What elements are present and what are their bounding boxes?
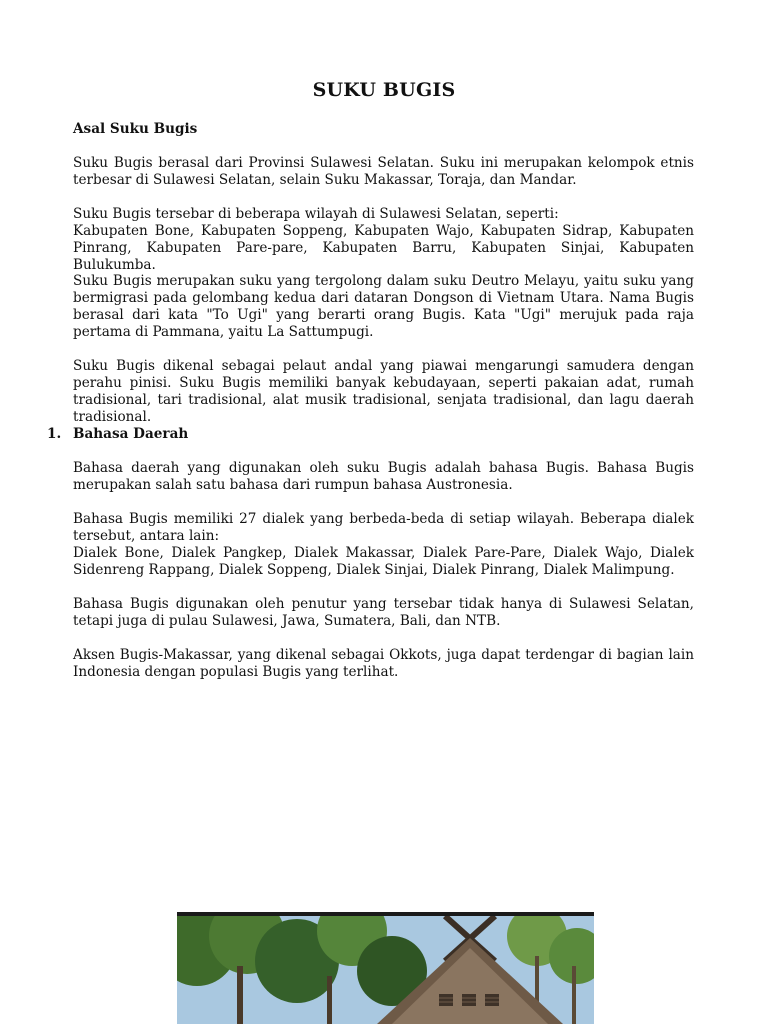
paragraph-text: Suku Bugis berasal dari Provinsi Sulawesi Selatan. Suku ini merupakan kelompok etnis terbesar di Sulawesi Selatan, selain Suku Makassar, Toraja, dan Mandar. [73,155,694,188]
paragraph-intro: Bahasa Bugis memiliki 27 dialek yang berbeda-beda di setiap wilayah. Beberapa dialek tersebut, antara lain: [73,511,694,544]
paragraph-asal-3 [73,273,694,341]
paragraph-asal-2 [73,206,694,274]
paragraph-bahasa-4 [73,647,694,681]
paragraph-list: Kabupaten Bone, Kabupaten Soppeng, Kabupaten Wajo, Kabupaten Sidrap, Kabupaten Pinrang, Kabupaten Pare-pare, Kabupaten Barru, Kabupaten Sinjai, Kabupaten Bulukumba. [73,223,694,273]
traditional-house-photo [177,912,594,1024]
heading-bahasa-daerah: Bahasa Daerah [73,426,189,442]
paragraph-text: Bahasa Bugis digunakan oleh penutur yang tersebar tidak hanya di Sulawesi Selatan, tetapi juga di pulau Sulawesi, Jawa, Sumatera, Bali, dan NTB. [73,596,694,629]
list-number: 1. [47,426,62,442]
paragraph-text: Bahasa daerah yang digunakan oleh suku Bugis adalah bahasa Bugis. Bahasa Bugis merupakan salah satu bahasa dari rumpun bahasa Austronesia. [73,460,694,493]
paragraph-text: Suku Bugis merupakan suku yang tergolong dalam suku Deutro Melayu, yaitu suku yang bermigrasi pada gelombang kedua dari dataran Dongson di Vietnam Utara. Nama Bugis berasal dari kata "To Ugi" yang berarti orang Bugis. Kata "Ugi" merujuk pada raja pertama di Pammana, yaitu La Sattumpugi. [73,273,694,340]
photo-illustration [177,916,594,1024]
paragraph-intro: Suku Bugis tersebar di beberapa wilayah di Sulawesi Selatan, seperti: [73,206,559,222]
heading-asal-suku-bugis: Asal Suku Bugis [73,121,198,137]
paragraph-asal-4 [73,358,694,426]
section-heading-asal [73,121,694,138]
paragraph-bahasa-1 [73,460,694,494]
paragraph-asal-1 [73,155,694,189]
paragraph-bahasa-2 [73,511,694,579]
paragraph-text: Aksen Bugis-Makassar, yang dikenal sebagai Okkots, juga dapat terdengar di bagian lain Indonesia dengan populasi Bugis yang terlihat. [73,647,694,680]
page-title: SUKU BUGIS [312,79,456,101]
paragraph-text: Suku Bugis dikenal sebagai pelaut andal yang piawai mengarungi samudera dengan perahu pinisi. Suku Bugis memiliki banyak kebudayaan, seperti pakaian adat, rumah tradisional, tari tradisional, alat musik tradisional, senjata tradisional, dan lagu daerah tradisional. [73,358,694,425]
paragraph-bahasa-3 [73,596,694,630]
paragraph-list: Dialek Bone, Dialek Pangkep, Dialek Makassar, Dialek Pare-Pare, Dialek Wajo, Dialek Sidenreng Rappang, Dialek Soppeng, Dialek Sinjai, Dialek Pinrang, Dialek Malimpung. [73,545,694,578]
